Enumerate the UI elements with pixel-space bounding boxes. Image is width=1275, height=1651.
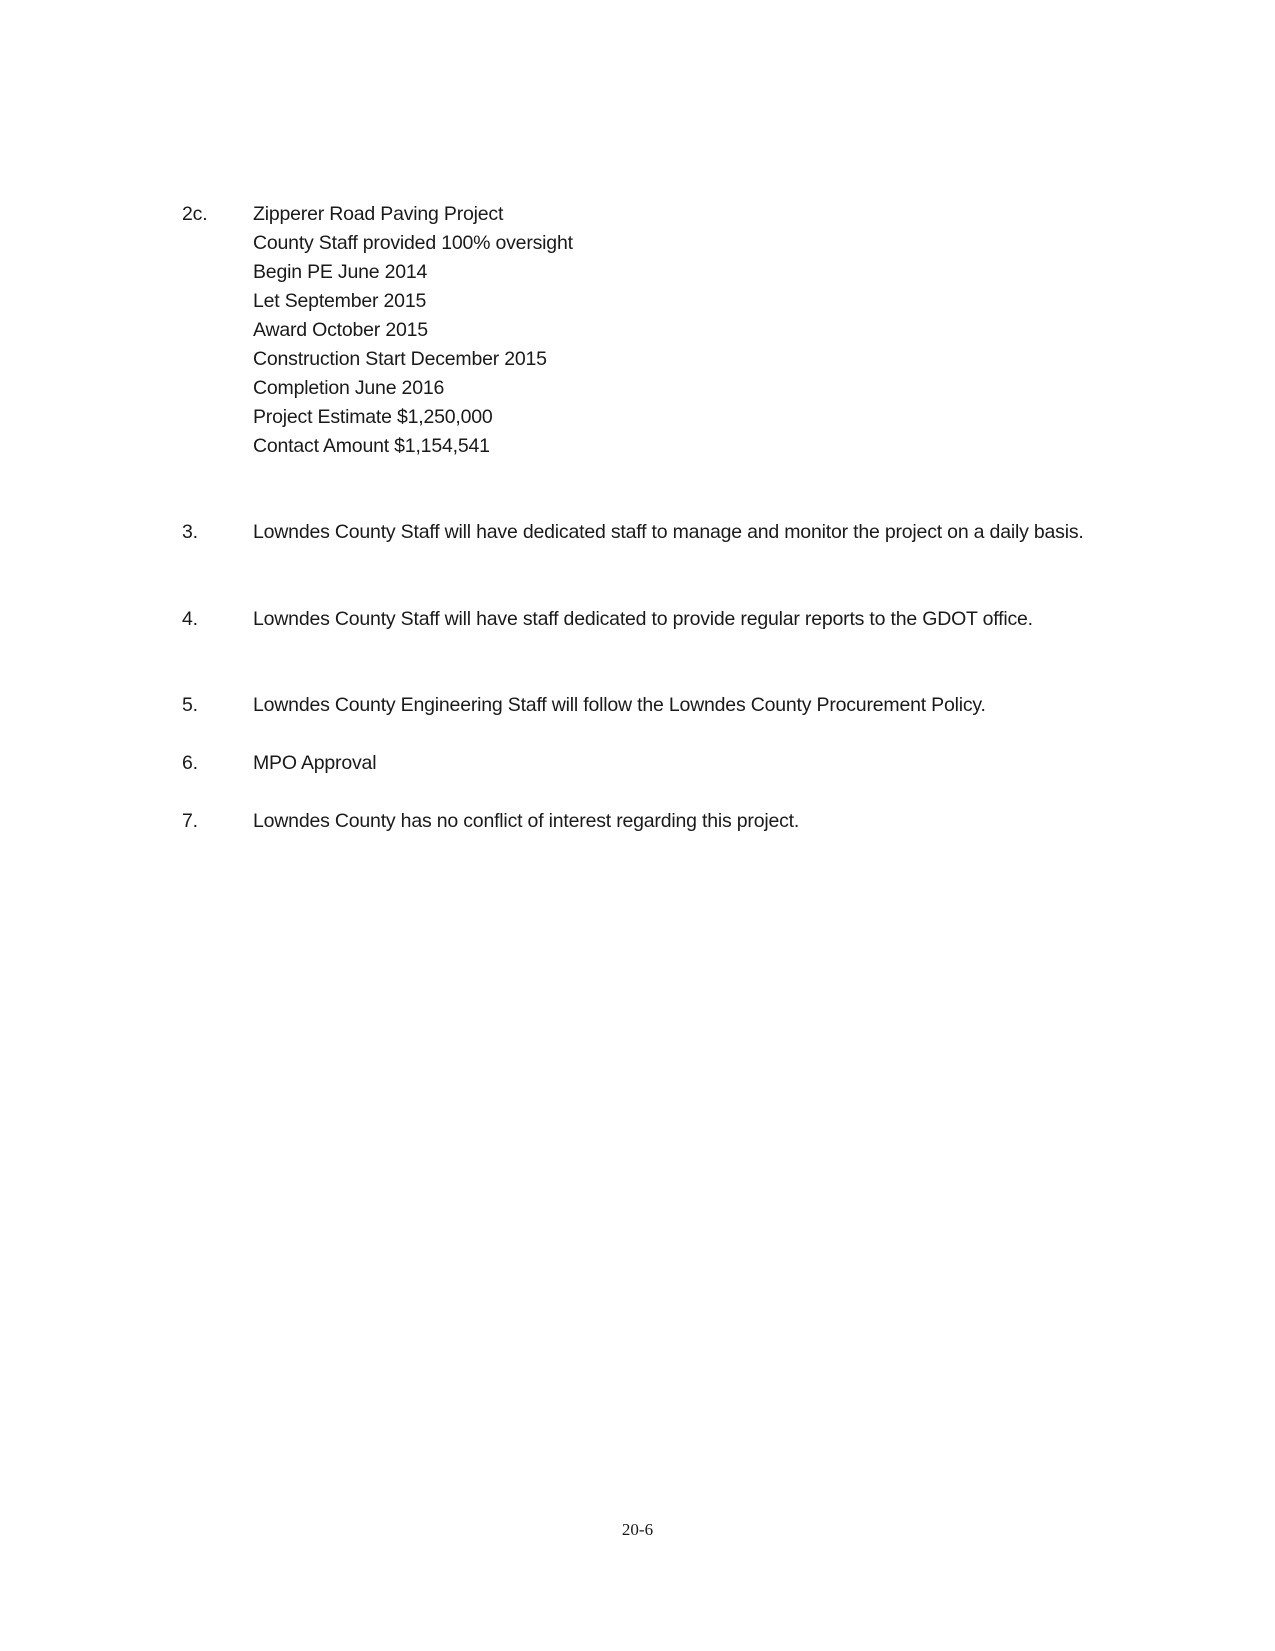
- item-number: 3.: [182, 521, 198, 543]
- page-number: 20-6: [621, 1520, 654, 1539]
- item-text: Lowndes County Engineering Staff will follow the Lowndes County Procurement Policy.: [253, 694, 986, 716]
- item-number: 2c.: [182, 203, 208, 225]
- item-text: Lowndes County Staff will have dedicated staff to manage and monitor the project on a daily basis.: [253, 521, 1084, 543]
- project-detail: Award October 2015: [253, 319, 428, 341]
- item-text: Lowndes County has no conflict of interest regarding this project.: [253, 810, 800, 832]
- project-detail: Construction Start December 2015: [253, 348, 547, 370]
- item-number: 6.: [182, 752, 198, 774]
- item-text: MPO Approval: [253, 752, 377, 774]
- item-number: 5.: [182, 694, 198, 716]
- project-detail: Contact Amount $1,154,541: [253, 435, 490, 457]
- item-number: 7.: [182, 810, 198, 832]
- project-detail: County Staff provided 100% oversight: [253, 232, 573, 254]
- item-text: Lowndes County Staff will have staff dedicated to provide regular reports to the GDOT office.: [253, 608, 1033, 630]
- project-detail: Completion June 2016: [253, 377, 445, 399]
- project-detail: Begin PE June 2014: [253, 261, 428, 283]
- project-title: Zipperer Road Paving Project: [253, 203, 504, 225]
- project-detail: Let September 2015: [253, 290, 427, 312]
- item-number: 4.: [182, 608, 198, 630]
- project-detail: Project Estimate $1,250,000: [253, 406, 493, 428]
